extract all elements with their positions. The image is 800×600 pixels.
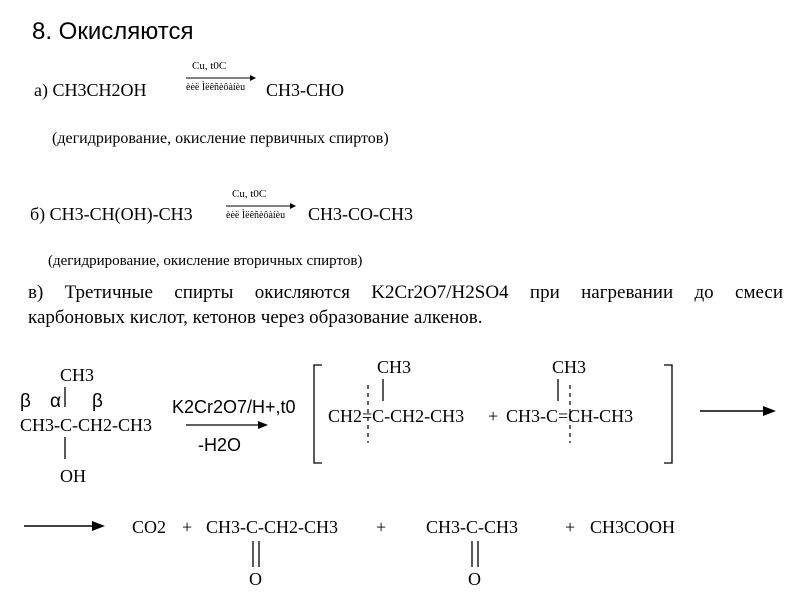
paragraph-c [28, 280, 783, 330]
reaction-b-note: (дегидрирование, окисление вторичных спиртов) [48, 253, 363, 269]
product-acetic-acid: CH3COOH [590, 517, 676, 537]
alkene-1-chain: CH2=C-CH2-CH3 [328, 406, 465, 426]
product-ketone-2: CH3-C-CH3 [426, 517, 519, 537]
reactant-main-chain: CH3-C-CH2-CH3 [20, 415, 153, 435]
reaction-a-arrow-caption: èèë Ìëêñèôàíèu [186, 82, 246, 93]
ketone-1-oxygen: O [249, 569, 262, 589]
paragraph-c-line-2: карбоновых кислот, кетонов через образование алкенов. [28, 307, 483, 328]
reactant-oh: OH [60, 466, 86, 486]
arrow-right-2-head [92, 521, 105, 531]
alkene-2-chain: CH3-C=CH-CH3 [506, 406, 634, 426]
bracket-right [664, 365, 672, 463]
paragraph-c-line-1: в) Третичные спирты окисляются K2Cr2O7/H2SO4 при нагревании до смеси [28, 282, 783, 303]
reaction-b-arrow [226, 202, 296, 210]
plus-products-1: + [182, 517, 193, 537]
reaction-scheme [0, 345, 800, 595]
ketone-2-oxygen: O [468, 569, 481, 589]
reaction-b-condition: Cu, t0C [232, 188, 267, 200]
bracket-left [314, 365, 322, 463]
reaction-a-condition: Cu, t0C [192, 60, 227, 72]
reaction-a-product: CH3-CHO [266, 80, 345, 100]
reaction-b-product: CH3-CO-CH3 [308, 204, 414, 224]
beta-right-label: β [92, 391, 103, 412]
reaction-b-arrow-caption: èèë Ìëêñèôàíèu [226, 210, 286, 221]
plus-products-3: + [565, 517, 576, 537]
plus-products-2: + [376, 517, 387, 537]
page-title: 8. Окисляются [32, 18, 194, 45]
reaction-arrow-head [258, 421, 268, 429]
alkene-1-top-ch3: CH3 [377, 357, 412, 377]
product-ketone-1: CH3-C-CH2-CH3 [206, 517, 339, 537]
plus-alkenes: + [488, 406, 499, 426]
product-co2: CO2 [132, 517, 167, 537]
reaction-a-note: (дегидрирование, окисление первичных спиртов) [52, 130, 389, 147]
reaction-a-label: а) CH3CH2OH [34, 80, 147, 100]
reaction-b-reactant: б) CH3-CH(OH)-CH3 [30, 204, 193, 224]
water-loss-label: -H2O [198, 435, 242, 455]
beta-left-label: β [20, 391, 31, 412]
reactant-top-ch3: CH3 [60, 365, 95, 385]
alkene-2-top-ch3: CH3 [552, 357, 587, 377]
reaction-a-reactant [34, 80, 147, 101]
reaction-a-arrow [186, 74, 256, 82]
arrow-right-1-head [763, 406, 776, 416]
reagent-label: K2Cr2O7/H+,t0 [172, 397, 296, 417]
alpha-label: α [50, 391, 61, 412]
